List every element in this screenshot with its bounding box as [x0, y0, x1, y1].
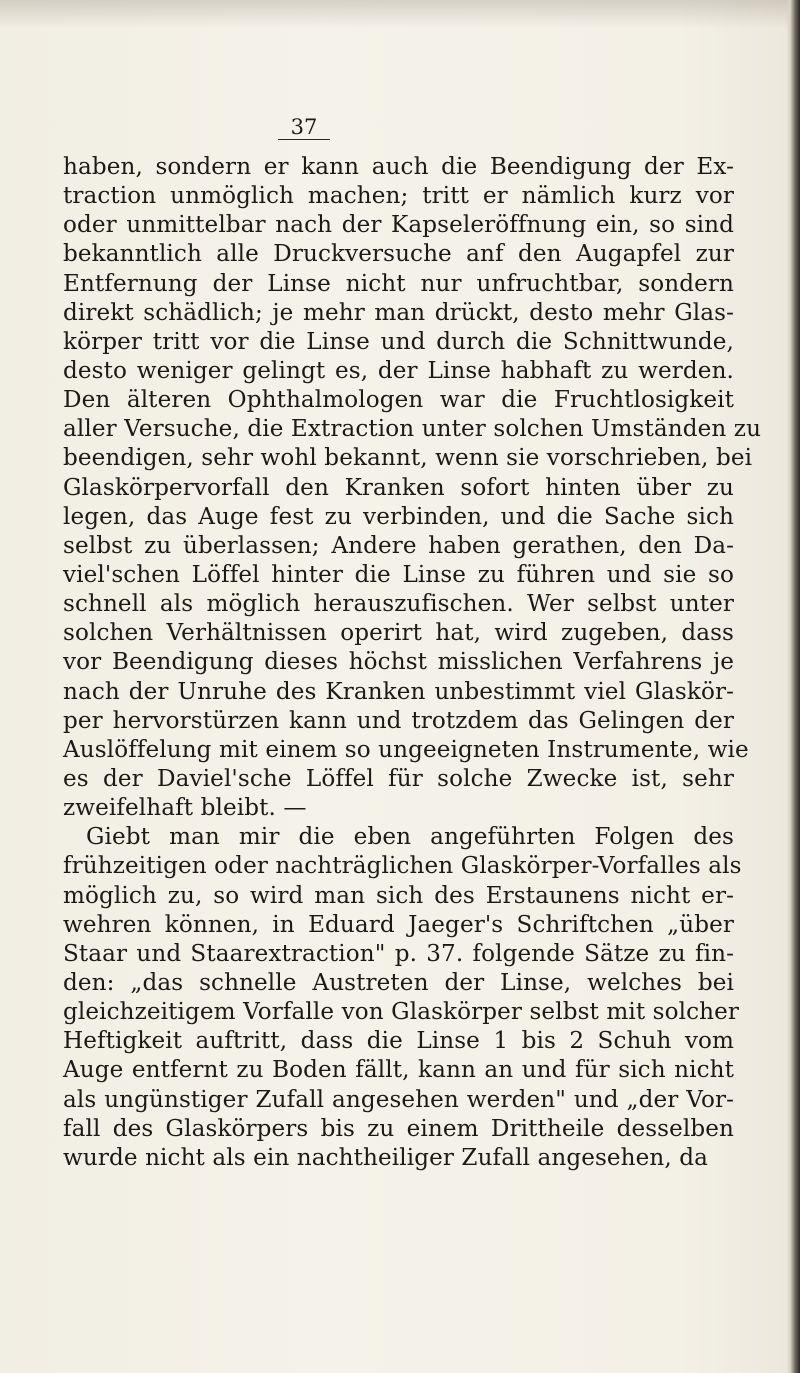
text-line: per hervorstürzen kann und trotzdem das Gelingen der [63, 707, 734, 734]
text-line: gleichzeitigem Vorfalle von Glaskörper selbst mit solcher [63, 999, 740, 1026]
text-line: Auslöffelung mit einem so ungeeigneten Instrumente, wie [63, 736, 749, 763]
text-line: bekanntlich alle Druckversuche anf den Augapfel zur [63, 241, 734, 268]
text-line: Giebt man mir die eben angeführten Folgen des [86, 824, 734, 851]
text-line: den: „das schnelle Austreten der Linse, welches bei [63, 969, 734, 996]
text-line: viel'schen Löffel hinter die Linse zu führen und sie so [63, 561, 734, 588]
text-line: Auge entfernt zu Boden fällt, kann an und für sich nicht [63, 1057, 734, 1084]
text-line: aller Versuche, die Extraction unter solchen Umständen zu [63, 416, 762, 443]
text-line: frühzeitigen oder nachträglichen Glaskörper-Vorfalles als [63, 853, 742, 880]
page-top-shadow [0, 0, 800, 28]
text-line: körper tritt vor die Linse und durch die Schnittwunde, [63, 328, 734, 355]
text-line: als ungünstiger Zufall angesehen werden" und „der Vor- [63, 1086, 734, 1113]
text-line: oder unmittelbar nach der Kapseleröffnung ein, so sind [63, 212, 734, 239]
text-line: wehren können, in Eduard Jaeger's Schriftchen „über [63, 911, 734, 938]
text-line: direkt schädlich; je mehr man drückt, desto mehr Glas- [63, 299, 734, 326]
text-line: schnell als möglich herauszufischen. Wer selbst unter [63, 591, 734, 618]
page-number: 37 [278, 116, 330, 140]
text-line: wurde nicht als ein nachtheiliger Zufall angesehen, da [63, 1144, 709, 1171]
text-line: es der Daviel'sche Löffel für solche Zwecke ist, sehr [63, 765, 734, 792]
text-line: fall des Glaskörpers bis zu einem Drittheile desselben [63, 1115, 734, 1142]
text-line: selbst zu überlassen; Andere haben gerathen, den Da- [63, 532, 734, 559]
text-line: Glaskörpervorfall den Kranken sofort hinten über zu [63, 474, 734, 501]
text-line: traction unmöglich machen; tritt er nämlich kurz vor [63, 183, 734, 210]
text-line: solchen Verhältnissen operirt hat, wird zugeben, dass [63, 620, 734, 647]
text-line: Den älteren Ophthalmologen war die Fruchtlosigkeit [63, 387, 734, 414]
text-line: Entfernung der Linse nicht nur unfruchtbar, sondern [63, 270, 734, 297]
text-line: desto weniger gelingt es, der Linse habhaft zu werden. [63, 357, 734, 384]
text-line: vor Beendigung dieses höchst misslichen Verfahrens je [63, 649, 734, 676]
text-line: nach der Unruhe des Kranken unbestimmt viel Glaskör- [63, 678, 734, 705]
text-line: haben, sondern er kann auch die Beendigung der Ex- [63, 154, 734, 180]
text-line: Heftigkeit auftritt, dass die Linse 1 bis 2 Schuh vom [63, 1028, 734, 1055]
text-line: beendigen, sehr wohl bekannt, wenn sie vorschrieben, bei [63, 445, 753, 472]
body-text [63, 153, 762, 1173]
text-line: legen, das Auge fest zu verbinden, und die Sache sich [63, 503, 734, 530]
page-binding-edge [786, 0, 800, 1373]
text-line: Staar und Staarextraction" p. 37. folgende Sätze zu fin- [63, 940, 734, 967]
text-line: zweifelhaft bleibt. — [63, 795, 307, 822]
text-line: möglich zu, so wird man sich des Erstaunens nicht er- [63, 882, 734, 909]
